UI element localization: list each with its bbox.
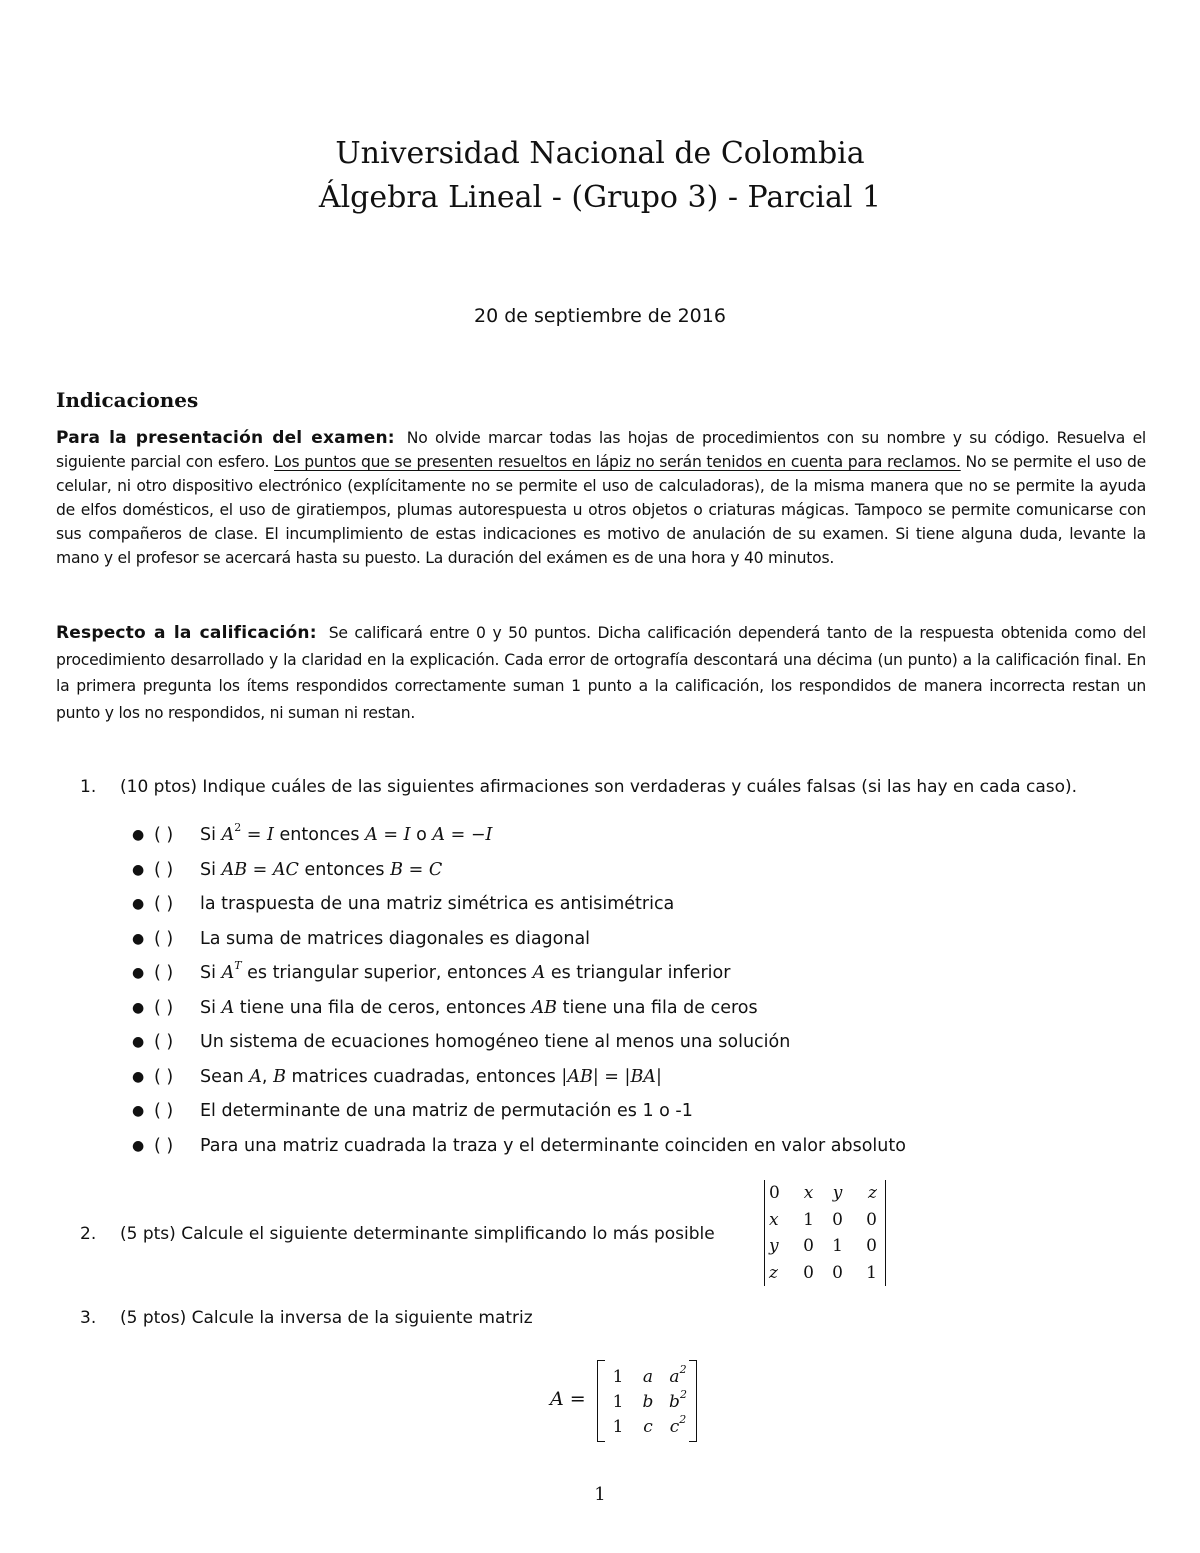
item-text: Sean	[200, 1066, 244, 1087]
matrix-cell	[663, 1389, 693, 1414]
matrix-cell: 1	[866, 1262, 877, 1283]
math-A: A	[221, 825, 235, 845]
math-eq: =	[252, 859, 268, 880]
math-eq: =	[246, 825, 262, 845]
exam-date: 20 de septiembre de 2016	[474, 305, 726, 327]
answer-box: ( )	[154, 1101, 174, 1121]
bullet-icon: ●	[132, 1068, 145, 1085]
section-heading-indicaciones: Indicaciones	[56, 388, 199, 412]
matrix-cell: z	[769, 1262, 778, 1283]
matrix-cell: z	[868, 1183, 877, 1204]
matrix-cell: c	[643, 1416, 653, 1437]
matrix-row	[603, 1414, 693, 1439]
bullet-icon: ●	[132, 1103, 145, 1119]
matrix-cell: a	[642, 1366, 654, 1387]
matrix-cell	[663, 1364, 693, 1389]
item-text: tiene una fila de ceros	[562, 997, 758, 1018]
matrix-cell	[663, 1414, 693, 1439]
math-A: A	[249, 1066, 262, 1087]
matrix-exponent: 2	[679, 1412, 687, 1426]
math-abs-AB: |AB|	[561, 1066, 599, 1087]
item-text: entonces	[304, 859, 385, 880]
question-3-text: (5 ptos) Calcule la inversa de la siguiente matriz	[120, 1308, 533, 1328]
question-2-number: 2.	[80, 1224, 97, 1244]
grading-text: Se calificará entre 0 y 50 puntos. Dicha calificación dependerá tanto de la respuesta obtenida como del procedimiento desarrollado y la claridad en la explicación. Cada error de ortografía descontará una décima (un punto) a la calificación final. En la primera pregunta los ítems respondidos correctamente suman 1 punto a la calificación, los respondidos de manera incorrecta restan un punto y los no respondidos, ni suman ni restan.	[56, 624, 1146, 722]
grading-paragraph	[56, 620, 1146, 726]
item-text: Si	[200, 997, 216, 1018]
matrix-cell: 1	[612, 1416, 624, 1437]
math-eq: =	[450, 825, 466, 845]
list-item	[132, 818, 906, 853]
math-abs-BA: |BA|	[624, 1066, 662, 1087]
list-item	[132, 956, 906, 991]
list-item: ● ( ) Sean A, B matrices cuadradas, entonces |AB| = |BA|	[132, 1060, 906, 1095]
math-B: B	[273, 1066, 286, 1087]
determinant-matrix	[764, 1180, 886, 1286]
title-block	[0, 132, 1200, 220]
list-item	[132, 991, 906, 1026]
bullet-icon: ●	[132, 827, 145, 843]
matrix-exponent: 2	[679, 1362, 687, 1376]
item-text: es triangular inferior	[550, 963, 731, 983]
matrix-cell: 0	[832, 1262, 843, 1283]
math-A: A	[432, 825, 446, 845]
bullet-icon: ●	[132, 861, 145, 878]
list-item	[132, 853, 906, 888]
matrix-base: a	[669, 1366, 680, 1387]
question-1	[80, 774, 1170, 800]
matrix-cell: 0	[803, 1236, 814, 1257]
answer-box: ( )	[154, 1135, 174, 1156]
list-item	[132, 1129, 906, 1164]
item-text: o	[416, 825, 427, 845]
inverse-matrix	[597, 1360, 697, 1442]
presentation-paragraph	[56, 426, 1146, 570]
list-item	[132, 887, 906, 922]
item-text: Un sistema de ecuaciones homogéneo tiene al menos una solución	[200, 1032, 791, 1052]
list-item	[132, 922, 906, 957]
math-A: A	[221, 963, 235, 983]
item-text: El determinante de una matriz de permutación es 1 o -1	[200, 1101, 693, 1121]
matrix-row	[603, 1364, 693, 1389]
question-1-number: 1.	[80, 777, 97, 797]
bullet-icon: ●	[132, 1137, 145, 1154]
math-transpose: T	[234, 959, 242, 972]
math-eq: =	[408, 859, 424, 880]
presentation-text-a: No olvide marcar todas las hojas de procedimientos con su nombre y su código. Resuelva el siguiente parcial con esfero.	[56, 429, 1146, 471]
matrix-row	[765, 1207, 881, 1234]
matrix-cell: x	[803, 1183, 814, 1204]
math-exponent: 2	[234, 821, 242, 834]
inverse-matrix-table	[603, 1364, 693, 1439]
answer-box: ( )	[154, 1032, 174, 1052]
item-text: entonces	[279, 825, 360, 845]
math-AB: AB	[221, 859, 248, 880]
matrix-row	[765, 1180, 881, 1207]
item-text: la traspuesta de una matriz simétrica es antisimétrica	[200, 894, 675, 914]
list-item	[132, 1094, 906, 1129]
answer-box: ( )	[154, 894, 174, 914]
math-A: A	[365, 825, 378, 845]
matrix-exponent: 2	[679, 1387, 687, 1401]
matrix-cell: y	[769, 1236, 779, 1257]
matrix-base: c	[669, 1416, 680, 1437]
answer-box: ( )	[154, 825, 174, 845]
question-3	[80, 1304, 533, 1332]
bullet-icon: ●	[132, 1034, 145, 1050]
institution-title: Universidad Nacional de Colombia	[335, 136, 865, 171]
question-1-text: (10 ptos) Indique cuáles de las siguientes afirmaciones son verdaderas y cuáles falsas (si las hay en cada caso).	[120, 777, 1078, 797]
matrix-cell: 0	[803, 1262, 814, 1283]
answer-box: ( )	[154, 963, 174, 983]
bullet-icon: ●	[132, 965, 145, 981]
math-B: B	[390, 859, 403, 880]
item-text: Para una matriz cuadrada la traza y el determinante coinciden en valor absoluto	[200, 1135, 906, 1156]
math-I: I	[403, 825, 411, 845]
math-I: I	[267, 825, 274, 845]
math-eq: =	[383, 825, 399, 845]
item-text: tiene una fila de ceros, entonces	[239, 997, 526, 1018]
item-text: Si	[200, 963, 216, 983]
matrix-cell: 0	[832, 1209, 843, 1230]
matrix-label-text: A =	[550, 1388, 586, 1410]
bullet-icon: ●	[132, 930, 145, 947]
question-2-text: (5 pts) Calcule el siguiente determinante simplificando lo más posible	[120, 1224, 715, 1244]
item-text: es triangular superior, entonces	[247, 963, 528, 983]
grading-lead: Respecto a la calificación:	[56, 623, 317, 643]
matrix-label	[550, 1388, 586, 1410]
answer-box: ( )	[154, 928, 174, 949]
question-2	[80, 1220, 715, 1248]
item-text: matrices cuadradas, entonces	[291, 1066, 556, 1087]
matrix-cell: 1	[612, 1391, 624, 1412]
matrix-row	[765, 1260, 881, 1287]
bullet-icon: ●	[132, 896, 145, 912]
matrix-cell: 0	[866, 1236, 877, 1257]
presentation-lead: Para la presentación del examen:	[56, 428, 395, 448]
course-title: Álgebra Lineal - (Grupo 3) - Parcial 1	[318, 180, 882, 215]
question-1-items	[132, 818, 906, 1163]
determinant-table	[765, 1180, 881, 1286]
matrix-cell: 1	[832, 1236, 843, 1257]
math-A: A	[532, 963, 546, 983]
matrix-cell: 0	[769, 1183, 780, 1204]
matrix-cell: b	[642, 1391, 654, 1412]
list-item	[132, 1025, 906, 1060]
item-text: Si	[200, 825, 216, 845]
math-AB: AB	[531, 997, 558, 1018]
page-number: 1	[594, 1484, 606, 1505]
answer-box: ( )	[154, 859, 174, 880]
matrix-row	[765, 1233, 881, 1260]
bullet-icon: ●	[132, 999, 145, 1016]
math-eq: =	[604, 1066, 619, 1087]
matrix-row	[603, 1389, 693, 1414]
answer-box: ( )	[154, 997, 174, 1018]
question-3-number: 3.	[80, 1308, 97, 1328]
matrix-cell: 0	[866, 1209, 877, 1230]
item-text: Si	[200, 859, 216, 880]
presentation-underlined: Los puntos que se presenten resueltos en lápiz no serán tenidos en cuenta para reclamos.	[274, 453, 961, 471]
math-minus-I: −I	[470, 825, 493, 845]
math-C: C	[428, 859, 443, 880]
matrix-cell: y	[832, 1183, 843, 1204]
matrix-base: b	[669, 1391, 680, 1412]
item-text: La suma de matrices diagonales es diagonal	[200, 928, 591, 949]
presentation-text-b: No se permite el uso de celular, ni otro dispositivo electrónico (explícitamente no se permite el uso de calculadoras), de la misma manera que no se permite la ayuda de elfos domésticos, el uso de giratiempos, plumas autorespuesta u otros objetos o criaturas mágicas. Tampoco se permite comunicarse con sus compañeros de clase. El incumplimiento de estas indicaciones es motivo de anulación de su examen. Si tiene alguna duda, levante la mano y el profesor se acercará hasta su puesto. La duración del exámen es de una hora y 40 minutos.	[56, 453, 1146, 567]
math-A: A	[221, 997, 235, 1018]
math-AC: AC	[272, 859, 299, 880]
answer-box: ( )	[154, 1066, 174, 1087]
matrix-cell: 1	[803, 1209, 814, 1230]
matrix-cell: x	[769, 1209, 779, 1230]
matrix-cell: 1	[612, 1366, 624, 1387]
